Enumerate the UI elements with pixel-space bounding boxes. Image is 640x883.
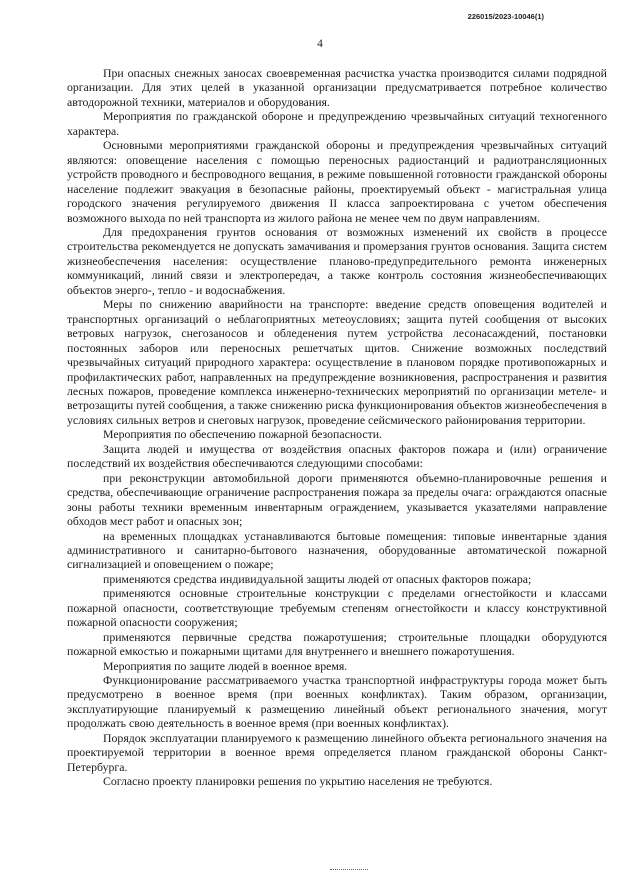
paragraph-civil-defense-heading: Мероприятия по гражданской обороне и предупреждению чрезвычайных ситуаций техногенного характера.: [67, 109, 607, 138]
paragraph-personal-protection: применяются средства индивидуальной защиты людей от опасных факторов пожара;: [103, 571, 532, 586]
document-registration-number: 226015/2023-10046(1): [467, 12, 544, 21]
paragraph-fire-protection-intro: Защита людей и имущества от воздействия опасных факторов пожара и (или) ограничение последствий их воздействия обеспечиваются следующими способами:: [67, 441, 607, 471]
paragraph-ground-protection: Для предохранения грунтов основания от возможных изменений их свойств в процессе строительства рекомендуется не допускать замачивания и промерзания грунтов основания. Защита систем жизнеобеспечения населения: осуществление планово-предупредительного ремонта инженерных коммуникаций, линий связи и электропередач, а также контроль состояния жизнеобеспечивающих объектов энерго-, тепло - и водоснабжения.: [67, 224, 607, 297]
paragraph-temporary-sites: на временных площадках устанавливаются бытовые помещения: типовые инвентарные здания административного и санитарно-бытового назначения, оборудованные автоматической пожарной сигнализацией и оповещением о пожаре;: [67, 528, 607, 572]
paragraph-building-structures: применяются основные строительные конструкции с пределами огнестойкости и классами пожарной опасности, соответствующие требуемым степеням огнестойкости и классу конструктивной пожарной опасности сооружения;: [67, 586, 607, 630]
footer-divider: [330, 869, 368, 870]
paragraph-wartime-heading: Мероприятия по защите людей в военное время.: [103, 658, 348, 673]
paragraph-shelter-conclusion: Согласно проекту планировки решения по укрытию населения не требуются.: [103, 774, 493, 789]
page-number: 4: [317, 38, 323, 50]
paragraph-wartime-operation: Функционирование рассматриваемого участка транспортной инфраструктуры города может быть предусмотрено в военное время (при военных конфликтах). Таким образом, организации, эксплуатирующие планируемый к размещению линейный объект регионального значения, могут продолжать свою деятельность в военное время (при военных конфликтах).: [67, 673, 607, 731]
paragraph-fire-safety-heading: Мероприятия по обеспечению пожарной безопасности.: [103, 427, 382, 442]
paragraph-fire-extinguishing: применяются первичные средства пожаротушения; строительные площадки оборудуются пожарной емкостью и пожарными щитами для внутреннего и внешнего пожаротушения.: [67, 629, 607, 659]
paragraph-transport-accidents: Меры по снижению аварийности на транспорте: введение средств оповещения водителей и транспортных организаций о неблагоприятных метеоусловиях; защита путей сообщения от высоких ветровых нагрузок, снегозаносов и обледенения путем устройства лесонасаждений, постановки постоянных заборов или переносных решетчатых щитов. Снижение возможных последствий чрезвычайных ситуаций природного характера: осуществление в плановом порядке противопожарных и профилактических работ, направленных на предупреждение возникновения, распространения и развития лесных пожаров, проведение комплекса инженерно-технических мероприятий по организации метеле- и ветрозащиты путей сообщения, а также снижению риска функционирования объектов жизнеобеспечения в условиях сильных ветров и снеговых нагрузок, проведение сейсмического районирования территории.: [67, 297, 607, 427]
paragraph-road-reconstruction: при реконструкции автомобильной дороги применяются объемно-планировочные решения и средства, обеспечивающие ограничение распространения пожара за пределы очага: ограждаются опасные зоны работы техники временным инвентарным ограждением, указывается указателями направление обходов мест работ и опасных зон;: [67, 470, 607, 529]
paragraph-snow-clearing: При опасных снежных заносах своевременная расчистка участка производится силами подрядной организации. Для этих целей в указанной организации предусматривается потребное количество автодорожной техники, материалов и оборудования.: [67, 66, 607, 109]
document-body: [67, 66, 607, 789]
paragraph-civil-defense-measures: Основными мероприятиями гражданской обороны и предупреждения чрезвычайных ситуаций являются: оповещение населения с помощью переносных радиостанций и радиотрансляционных устройств проводного и беспроводного вещания, в режиме повышенной готовности гражданской обороны население подлежит эвакуация в безопасные районы, проектируемый объект - магистральная улица городского значения регулируемого движения II класса запроектирована с учетом обеспечения возможного выхода по ней транспорта из жилого района не менее чем по двум направлениям.: [67, 138, 607, 225]
paragraph-wartime-procedure: Порядок эксплуатации планируемого к размещению линейного объекта регионального значения на проектируемой территории в военное время определяется планом гражданской обороны Санкт-Петербурга.: [67, 730, 607, 774]
